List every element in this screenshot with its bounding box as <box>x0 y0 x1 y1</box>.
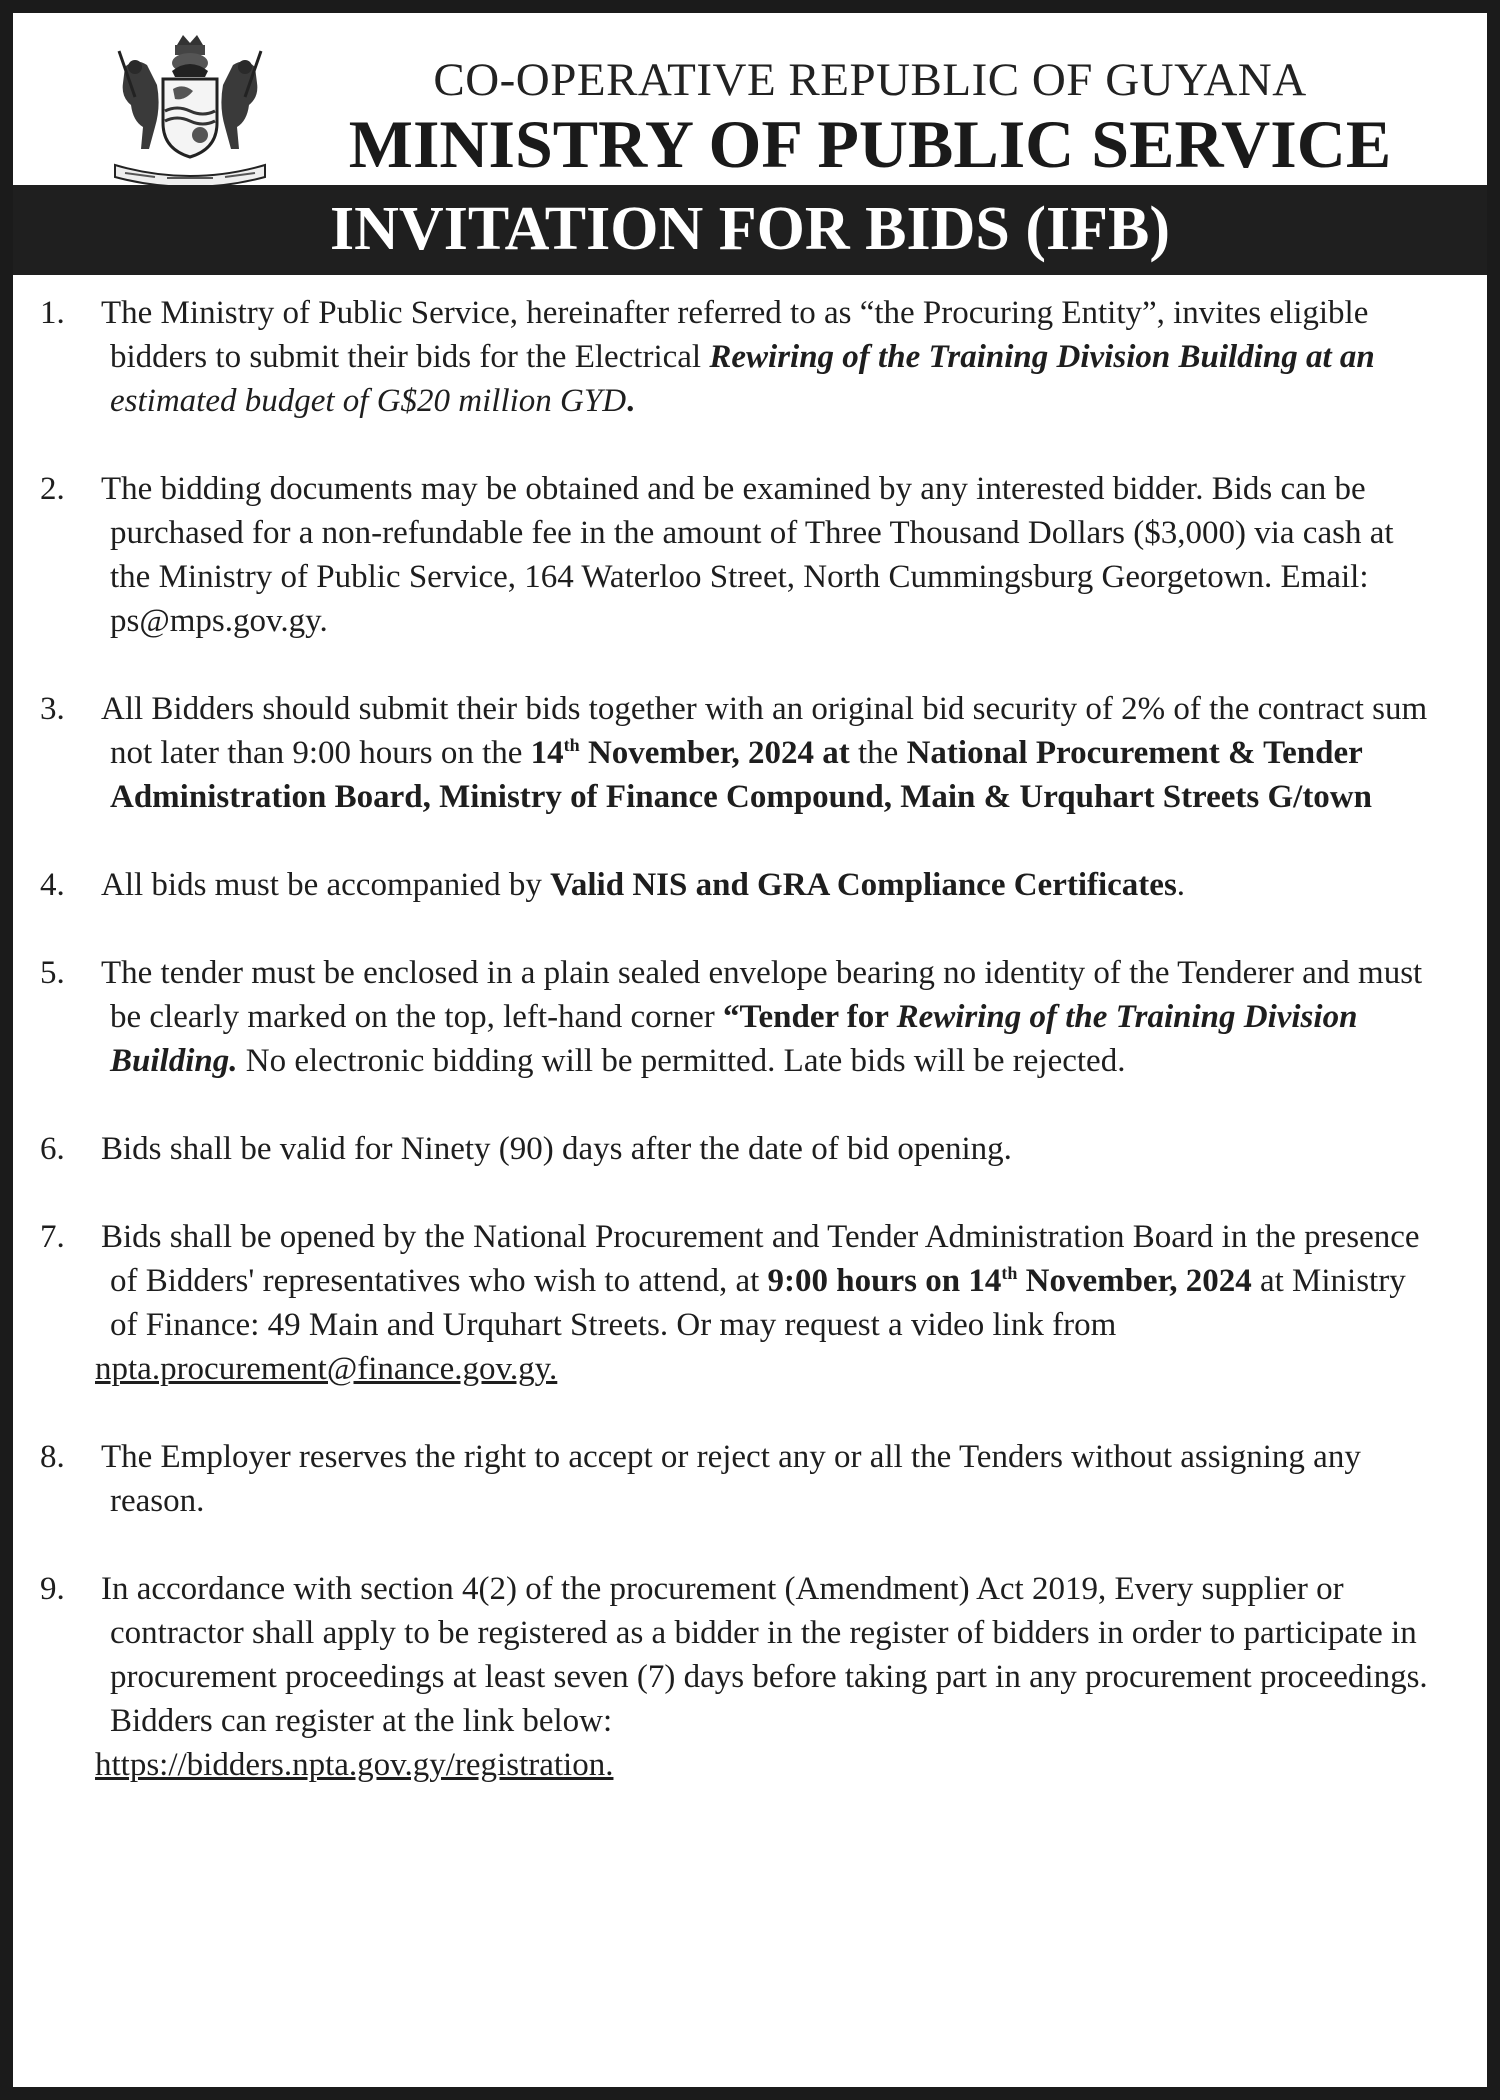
submission-venue: National Procurement & Tender Administration Board, Ministry of Finance Compound, Main & Urquhart Streets G/town <box>110 735 1372 815</box>
deadline-day: 14 <box>530 735 564 771</box>
item-number: 5. <box>40 955 65 991</box>
list-item <box>13 687 1487 819</box>
list-item <box>13 1435 1487 1523</box>
list-item <box>13 467 1487 643</box>
item-number: 9. <box>40 1571 65 1607</box>
certificates-required: Valid NIS and GRA Compliance Certificates <box>550 867 1177 903</box>
item-text: No electronic bidding will be permitted. Late bids will be rejected. <box>237 1043 1126 1079</box>
item-text: In accordance with section 4(2) of the procurement (Amendment) Act 2019, Every supplier or contractor shall apply to be registered as a bidder in the register of bidders in order to participate in procurement proceedings at least seven (7) days before taking part in any procurement proceedings. Bidders can register at the link below: <box>101 1571 1428 1739</box>
item-text: All bids must be accompanied by <box>101 867 551 903</box>
item-number: 2. <box>40 471 65 507</box>
page-title: INVITATION FOR BIDS (IFB) <box>13 185 1487 275</box>
list-item <box>13 1127 1487 1171</box>
opening-time: 9:00 hours on 14 <box>767 1263 1002 1299</box>
item-text: the <box>849 735 907 771</box>
ordinal-suffix: th <box>1001 1263 1018 1283</box>
item-number: 3. <box>40 691 65 727</box>
item-text: All Bidders should submit their bids together with an original bid security of 2% of the contract sum not later than 9:00 hours on the <box>101 691 1428 771</box>
item-text: The Ministry of Public Service, hereinafter referred to as “the Procuring Entity”, invites eligible bidders to submit their bids for the Electrical <box>101 295 1369 375</box>
ministry-name: MINISTRY OF PUBLIC SERVICE <box>348 106 1392 182</box>
project-name: Rewiring of the Training Division Building at an <box>709 339 1375 375</box>
item-number: 4. <box>40 867 65 903</box>
republic-name: CO-OPERATIVE REPUBLIC OF GUYANA <box>433 54 1307 106</box>
list-item <box>13 951 1487 1083</box>
list-item <box>13 1567 1487 1787</box>
item-text: The tender must be enclosed in a plain sealed envelope bearing no identity of the Tenderer and must be clearly marked on the top, left-hand corner <box>101 955 1423 1035</box>
list-item <box>13 863 1487 907</box>
item-text: The Employer reserves the right to accept or reject any or all the Tenders without assigning any reason. <box>101 1439 1361 1519</box>
registration-link[interactable]: https://bidders.npta.gov.gy/registration. <box>95 1747 614 1783</box>
item-number: 1. <box>40 295 65 331</box>
item-number: 6. <box>40 1131 65 1167</box>
ordinal-suffix: th <box>563 735 580 755</box>
envelope-marking: “Tender for <box>722 999 897 1035</box>
bid-conditions-list <box>13 291 1487 1831</box>
item-text: . <box>1176 867 1186 903</box>
deadline-date: November, 2024 at <box>579 735 850 771</box>
item-text: Bids shall be valid for Ninety (90) days after the date of bid opening. <box>101 1131 1012 1167</box>
budget-text: estimated budget of G$20 million GYD <box>110 383 627 419</box>
guyana-coat-of-arms-icon <box>105 27 275 187</box>
notice-header <box>13 13 1487 183</box>
list-item <box>13 291 1487 423</box>
item-text: . <box>626 383 635 419</box>
list-item <box>13 1215 1487 1391</box>
procurement-email-link[interactable]: npta.procurement@finance.gov.gy. <box>95 1351 558 1387</box>
opening-date: November, 2024 <box>1025 1263 1252 1299</box>
item-text: at Ministry of Finance: 49 Main and Urquhart Streets. Or may request a video link from <box>110 1263 1406 1343</box>
item-text: The bidding documents may be obtained and be examined by any interested bidder. Bids can be purchased for a non-refundable fee in the amount of Three Thousand Dollars ($3,000) via cash at the Ministry of Public Service, 164 Waterloo Street, North Cummingsburg Georgetown. Email: ps@mps.gov.gy. <box>101 471 1394 639</box>
item-text: Bids shall be opened by the National Procurement and Tender Administration Board in the presence of Bidders' representatives who wish to attend, at <box>101 1219 1420 1299</box>
item-number: 8. <box>40 1439 65 1475</box>
envelope-marking-title: Rewiring of the Training Division Building. <box>110 999 1358 1079</box>
item-number: 7. <box>40 1219 65 1255</box>
